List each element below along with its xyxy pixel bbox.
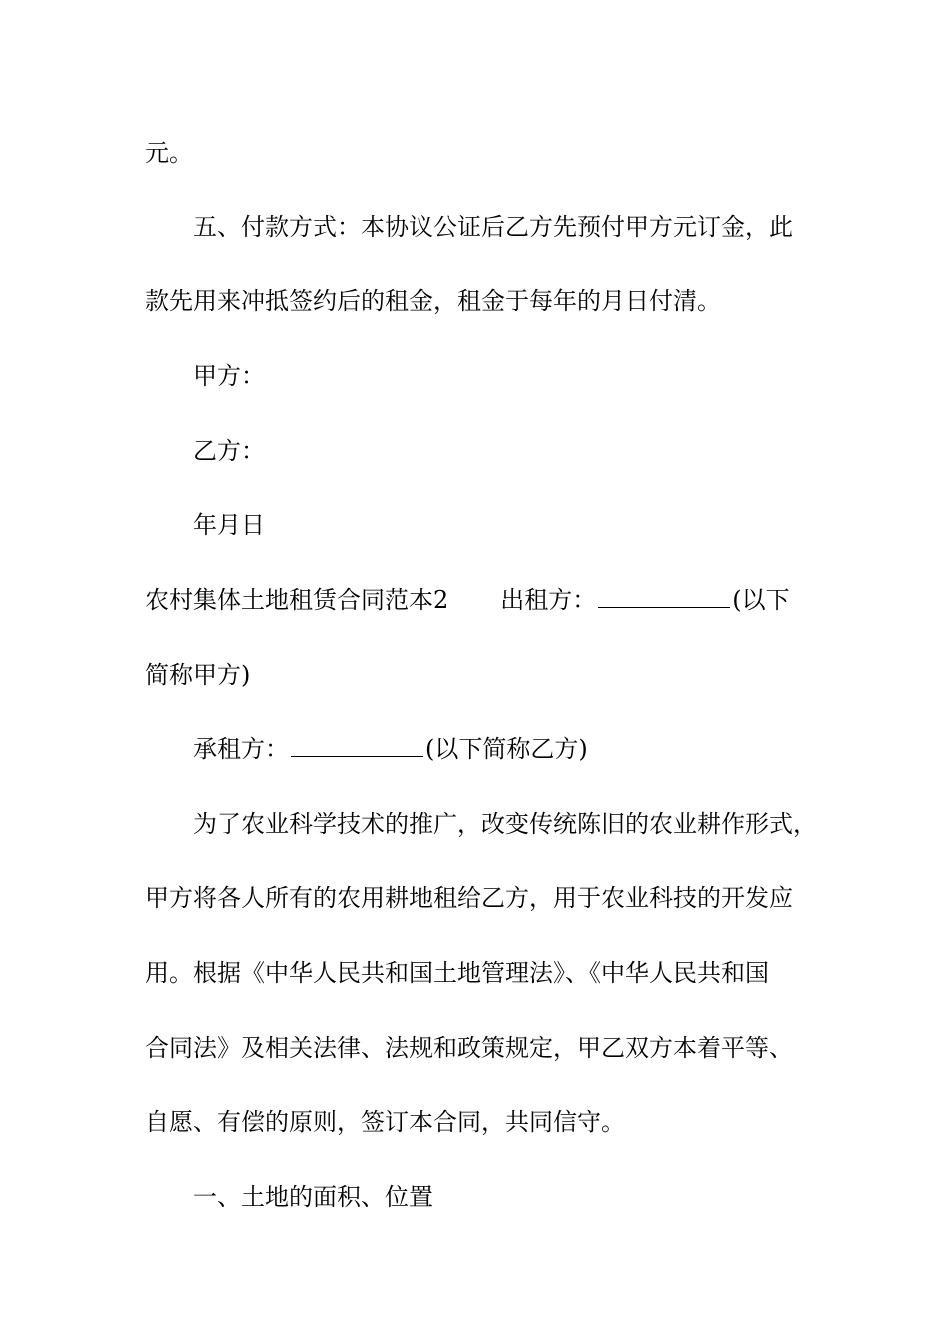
- text-line: 用。根据《中华人民共和国土地管理法》、《中华人民共和国: [145, 959, 769, 987]
- text-line: 合同法》及相关法律、法规和政策规定，甲乙双方本着平等、: [145, 1034, 793, 1062]
- lessee-label: 承租方：: [193, 735, 289, 763]
- party-b-line: 乙方：: [193, 437, 265, 465]
- lessee-blank: [291, 736, 423, 757]
- text-line: 款先用来冲抵签约后的租金，租金于每年的月日付清。: [145, 287, 721, 315]
- section-title: 一、土地的面积、位置: [193, 1183, 433, 1211]
- lessee-suffix: (以下简称乙方): [425, 735, 588, 763]
- text-line: 为了农业科学技术的推广，改变传统陈旧的农业耕作形式，: [193, 810, 817, 838]
- text-line: 简称甲方): [145, 661, 251, 689]
- document-title: 农村集体土地租赁合同范本2: [145, 586, 449, 614]
- lessee-line: [193, 734, 588, 764]
- section-heading-line: [145, 585, 790, 615]
- text-line: 自愿、有偿的原则，签订本合同，共同信守。: [145, 1108, 625, 1136]
- date-line: 年月日: [193, 511, 265, 539]
- text-line: 五、付款方式：本协议公证后乙方先预付甲方元订金，此: [193, 213, 793, 241]
- text-line: 元。: [145, 139, 193, 167]
- lessor-blank: [598, 587, 730, 608]
- text-line: 甲方将各人所有的农用耕地租给乙方，用于农业科技的开发应: [145, 884, 793, 912]
- party-a-line: 甲方：: [193, 362, 265, 390]
- lessor-suffix: (以下: [732, 586, 790, 614]
- lessor-label: 出租方：: [500, 586, 597, 614]
